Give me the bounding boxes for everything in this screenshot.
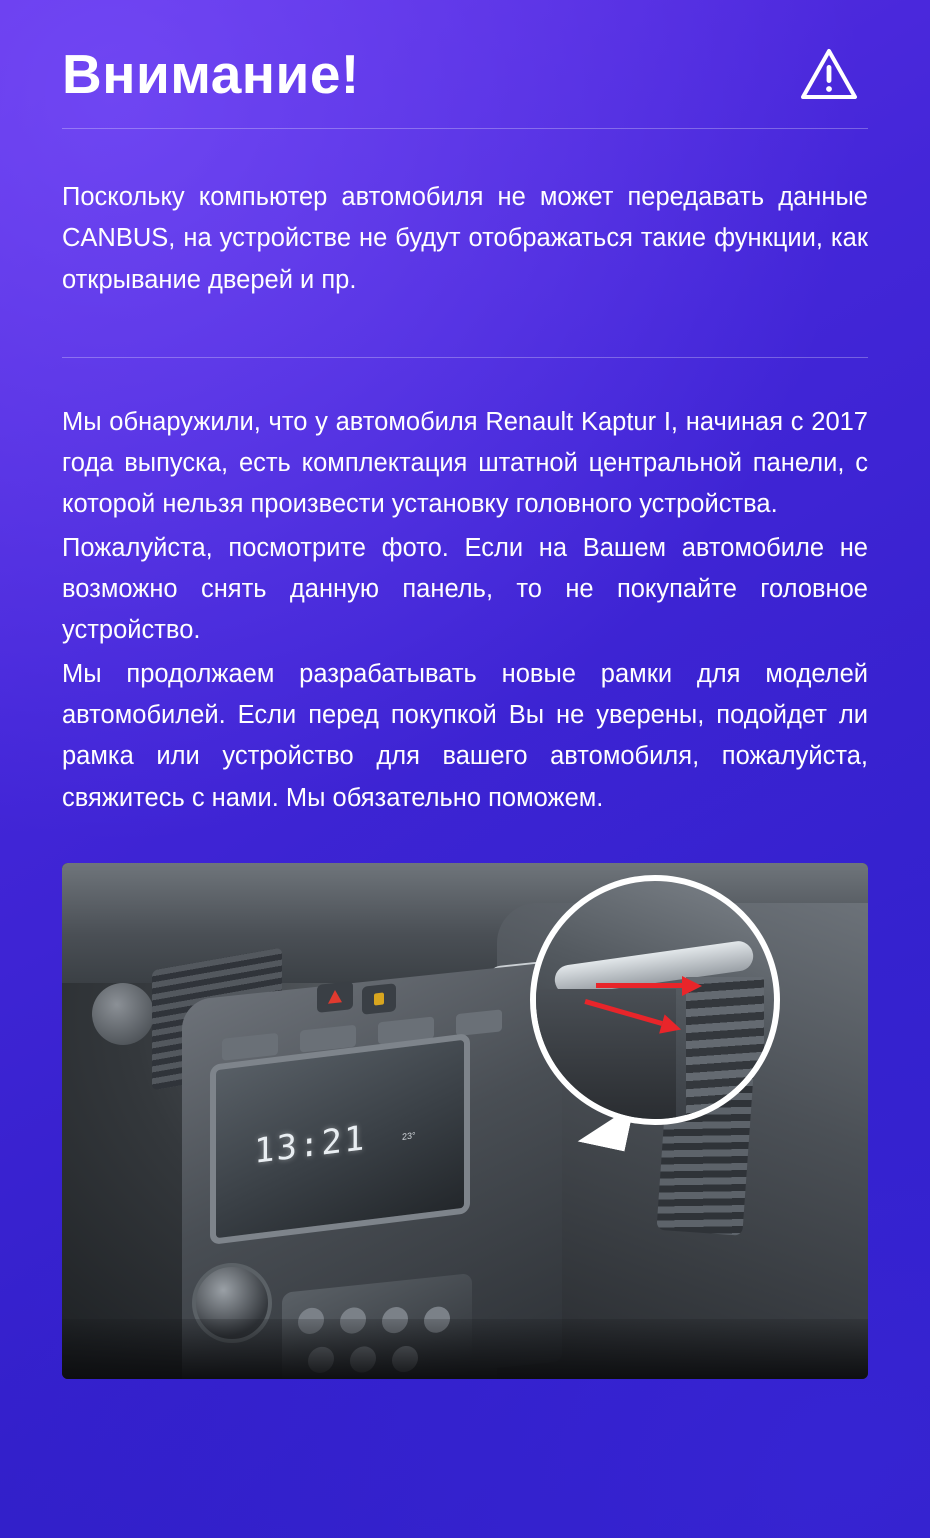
page-header [62, 0, 868, 128]
details-paragraph-2: Пожалуйста, посмотрите фото. Если на Вашем автомобиле не возможно снять данную панель, то не покупайте головное устройство. [62, 533, 868, 645]
door-lock-button [362, 983, 396, 1015]
head-unit-clock: 13:21 [254, 1117, 367, 1172]
page-title: Внимание! [62, 43, 360, 106]
red-arrow-1-icon [596, 983, 682, 988]
magnifier-callout [530, 875, 780, 1125]
car-dashboard-photo [62, 863, 868, 1379]
canbus-notice-text: Поскольку компьютер автомобиля не может передавать данные CANBUS, на устройстве не будут отображаться такие функции, как открывание дверей и пр. [62, 183, 868, 294]
canbus-notice-block [62, 129, 868, 357]
hazard-light-button [317, 981, 353, 1013]
photo-bottom-shadow [62, 1319, 868, 1379]
photo-canvas [62, 863, 868, 1379]
details-block [62, 358, 868, 819]
details-paragraph-1: Мы обнаружили, что у автомобиля Renault Kaptur I, начиная с 2017 года выпуска, есть комплектация штатной центральной панели, с которой нельзя произвести установку головного устройства. [62, 407, 868, 519]
headlight-knob [92, 983, 154, 1045]
details-paragraph-3: Мы продолжаем разрабатывать новые рамки для моделей автомобилей. Если перед покупкой Вы не уверены, подойдет ли рамка или устройство для вашего автомобиля, пожалуйста, свяжитесь с нами. Мы обязательно поможем. [62, 659, 868, 812]
magnified-air-vent [686, 977, 764, 1125]
warning-triangle-icon [800, 46, 858, 104]
head-unit-temperature: 23° [402, 1130, 416, 1142]
